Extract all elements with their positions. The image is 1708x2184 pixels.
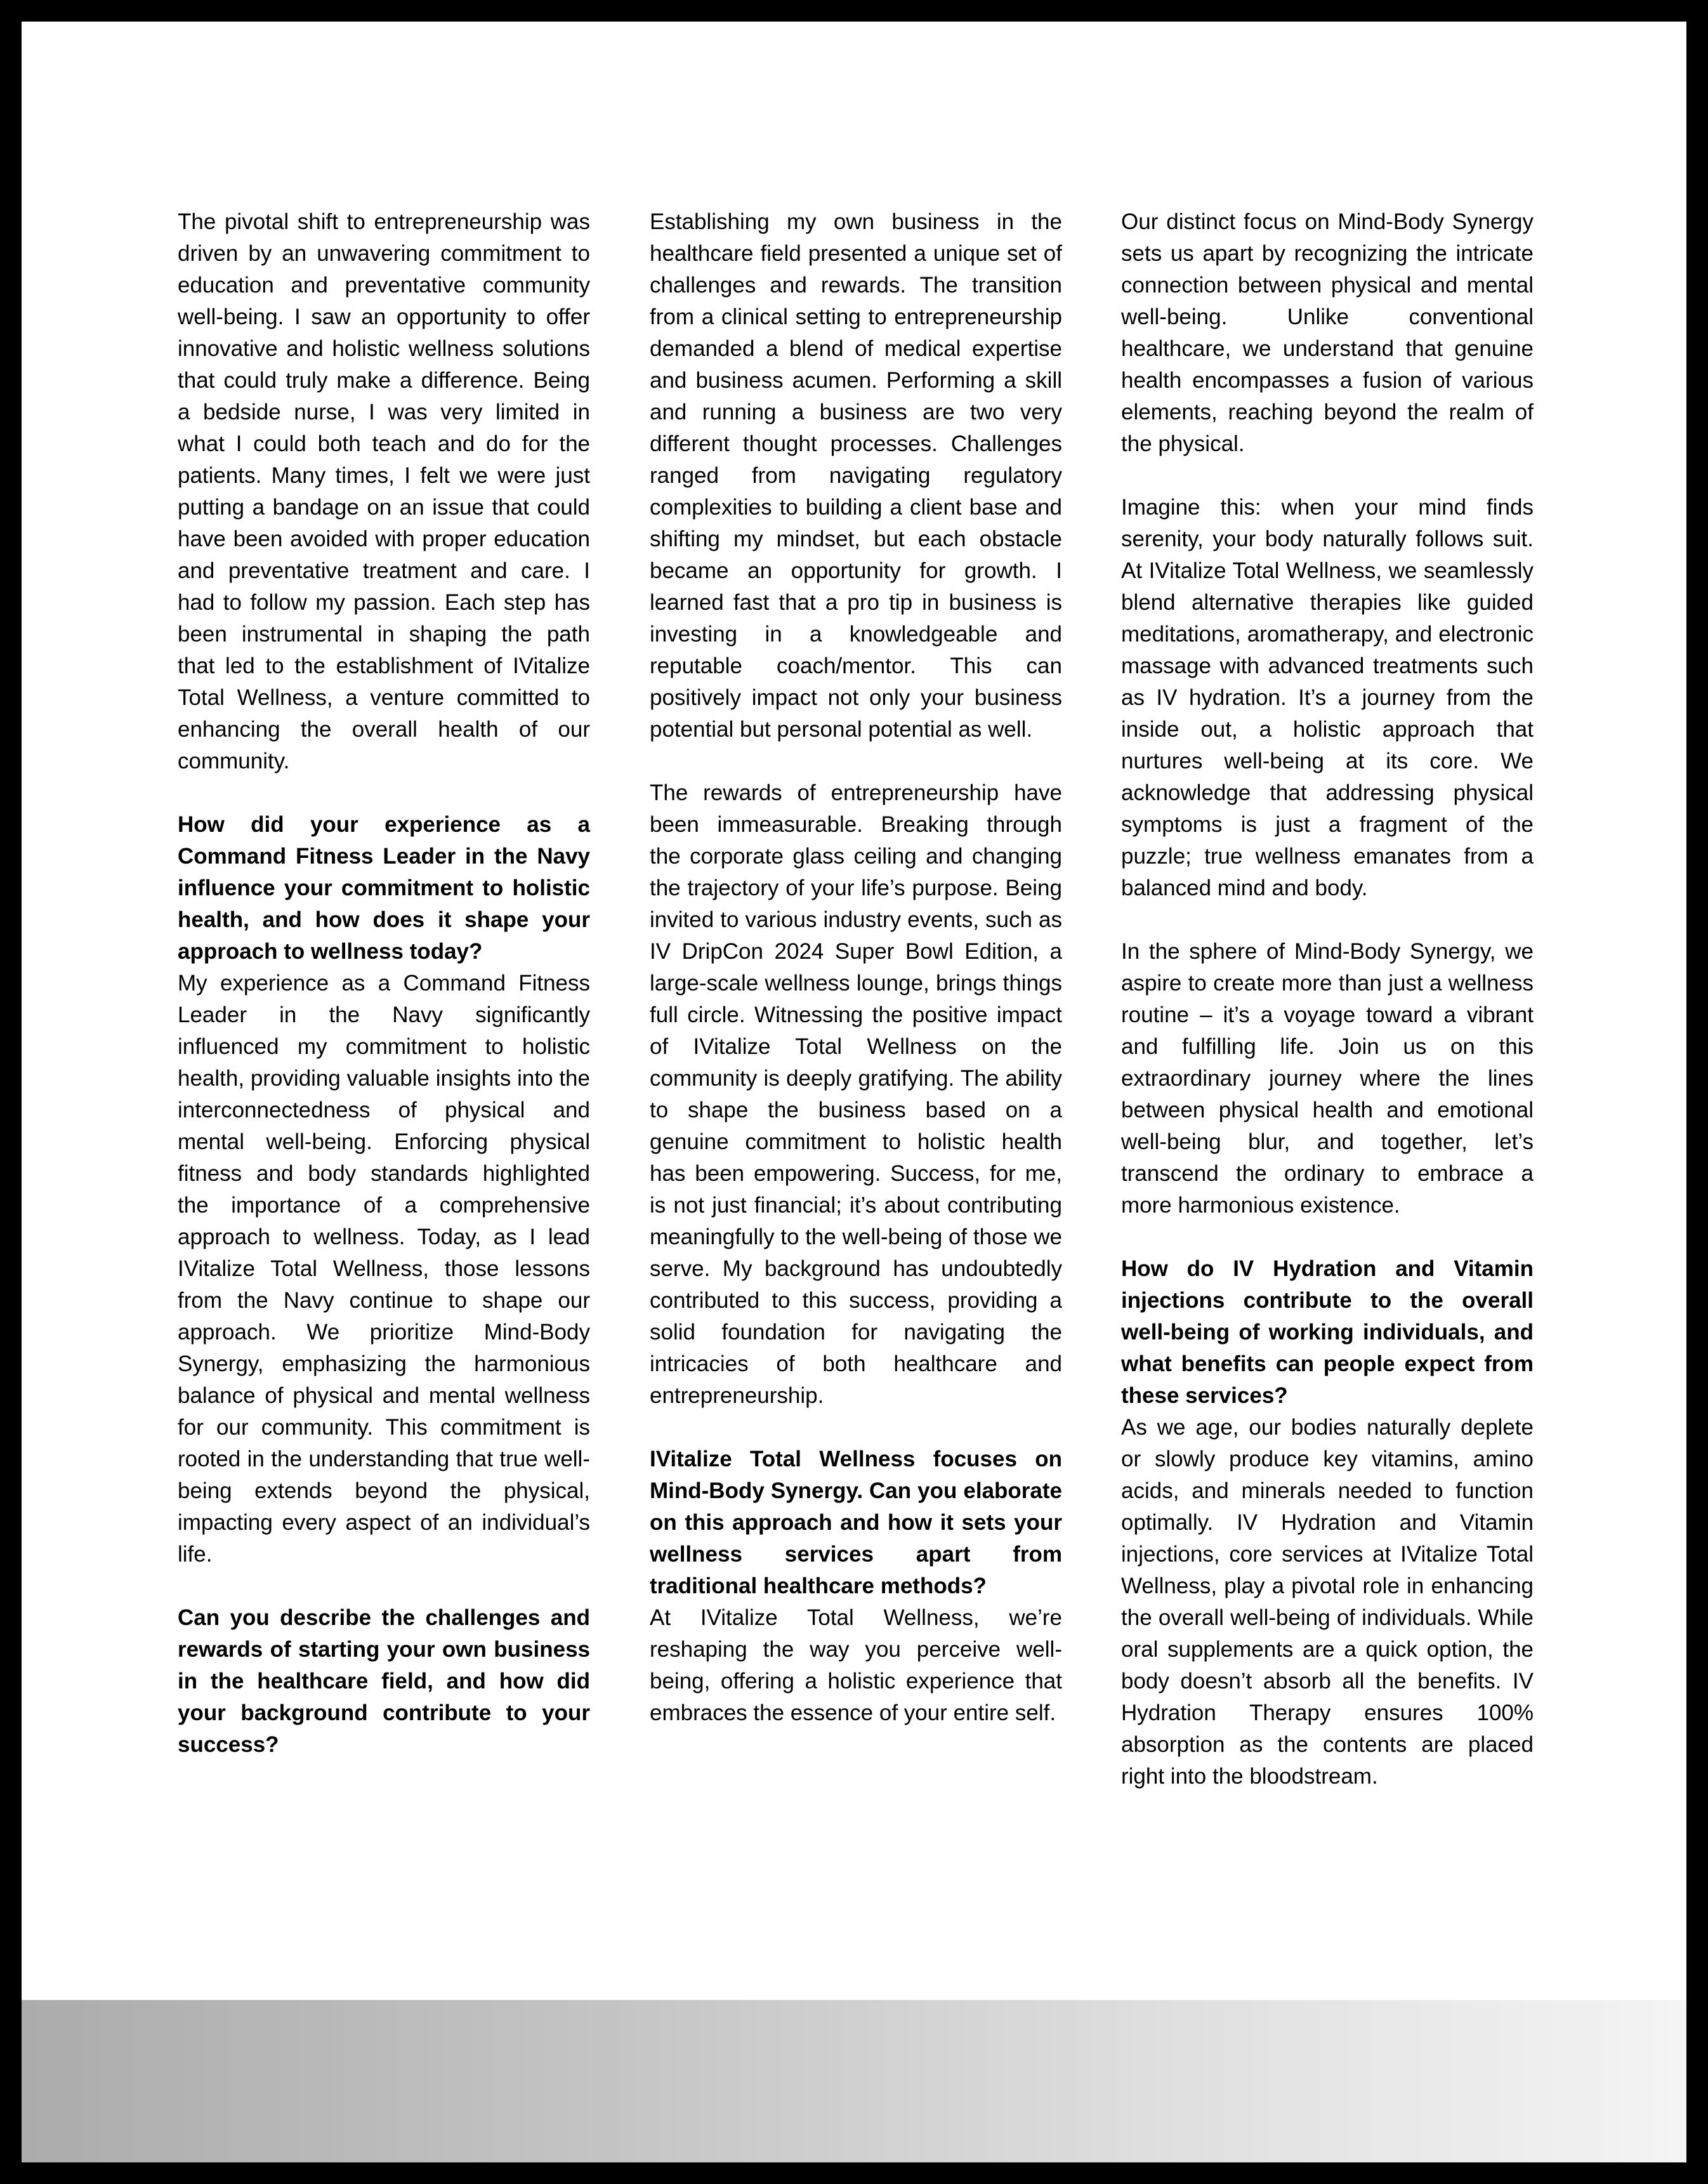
paragraph: Our distinct focus on Mind-Body Synergy sets us apart by recognizing the intricate connection between physical and mental well-being. Unlike conventional healthcare, we understand that genuine health encompasses a fusion of various elements, reaching beyond the realm of the physical. <box>1121 209 1534 456</box>
paragraph: The rewards of entrepreneurship have been immeasurable. Breaking through the corporate glass ceiling and changing the trajectory of your life’s purpose. Being invited to various industry events, such as IV DripCon 2024 Super Bowl Edition, a large-scale wellness lounge, brings things full circle. Witnessing the positive impact of IVitalize Total Wellness on the community is deeply gratifying. The ability to shape the business based on a genuine commitment to holistic health has been empowering. Success, for me, is not just financial; it’s about contributing meaningfully to the well-being of those we serve. My background has undoubtedly contributed to this success, providing a solid foundation for navigating the intricacies of both healthcare and entrepreneurship. <box>650 780 1062 1408</box>
text-column-3 <box>1121 206 1534 1824</box>
interview-answer: At IVitalize Total Wellness, we’re reshaping the way you perceive well-being, offering a holistic experience that embraces the essence of your entire self. <box>650 1605 1062 1725</box>
interview-question: How do IV Hydration and Vitamin injections contribute to the overall well-being of working individuals, and what benefits can people expect from these services? <box>1121 1256 1534 1408</box>
paragraph: Establishing my own business in the healthcare field presented a unique set of challenges and rewards. The transition from a clinical setting to entrepreneurship demanded a blend of medical expertise and business acumen. Performing a skill and running a business are two very different thought processes. Challenges ranged from navigating regulatory complexities to building a client base and shifting my mindset, but each obstacle became an opportunity for growth. I learned fast that a pro tip in business is investing in a knowledgeable and reputable coach/mentor. This can positively impact not only your business potential but personal potential as well. <box>650 209 1062 742</box>
paragraph: Imagine this: when your mind finds serenity, your body naturally follows suit. At IVitalize Total Wellness, we seamlessly blend alternative therapies like guided meditations, aromatherapy, and electronic massage with advanced treatments such as IV hydration. It’s a journey from the inside out, a holistic approach that nurtures well-being at its core. We acknowledge that addressing physical symptoms is just a fragment of the puzzle; true wellness emanates from a balanced mind and body. <box>1121 495 1534 900</box>
interview-question: Can you describe the challenges and rewards of starting your own business in the healthcare field, and how did your background contribute to your success? <box>178 1605 590 1757</box>
interview-answer: As we age, our bodies naturally deplete or slowly produce key vitamins, amino acids, and minerals needed to function optimally. IV Hydration and Vitamin injections, core services at IVitalize Total Wellness, play a pivotal role in enhancing the overall well-being of individuals. While oral supplements are a quick option, the body doesn’t absorb all the benefits. IV Hydration Therapy ensures 100% absorption as the contents are placed right into the bloodstream. <box>1121 1415 1534 1789</box>
footer-gradient-band <box>22 2000 1686 2162</box>
paragraph: In the sphere of Mind-Body Synergy, we aspire to create more than just a wellness routine – it’s a voyage toward a vibrant and fulfilling life. Join us on this extraordinary journey where the lines between physical health and emotional well-being blur, and together, let’s transcend the ordinary to embrace a more harmonious existence. <box>1121 939 1534 1218</box>
text-column-1 <box>178 206 590 1761</box>
paragraph: The pivotal shift to entrepreneurship was driven by an unwavering commitment to education and preventative community well-being. I saw an opportunity to offer innovative and holistic wellness solutions that could truly make a difference. Being a bedside nurse, I was very limited in what I could both teach and do for the patients. Many times, I felt we were just putting a bandage on an issue that could have been avoided with proper education and preventative treatment and care. I had to follow my passion. Each step has been instrumental in shaping the path that led to the establishment of IVitalize Total Wellness, a venture committed to enhancing the overall health of our community. <box>178 209 590 773</box>
interview-question: IVitalize Total Wellness focuses on Mind-Body Synergy. Can you elaborate on this approach and how it sets your wellness services apart from traditional healthcare methods? <box>650 1447 1062 1598</box>
interview-answer: My experience as a Command Fitness Leader in the Navy significantly influenced my commitment to holistic health, providing valuable insights into the interconnectedness of physical and mental well-being. Enforcing physical fitness and body standards highlighted the importance of a comprehensive approach to wellness. Today, as I lead IVitalize Total Wellness, those lessons from the Navy continue to shape our approach. We prioritize Mind-Body Synergy, emphasizing the harmonious balance of physical and mental wellness for our community. This commitment is rooted in the understanding that true well-being extends beyond the physical, impacting every aspect of an individual’s life. <box>178 971 590 1567</box>
document-page <box>22 22 1686 2162</box>
interview-question: How did your experience as a Command Fitness Leader in the Navy influence your commitment to holistic health, and how does it shape your approach to wellness today? <box>178 812 590 964</box>
text-column-2 <box>650 206 1062 1761</box>
